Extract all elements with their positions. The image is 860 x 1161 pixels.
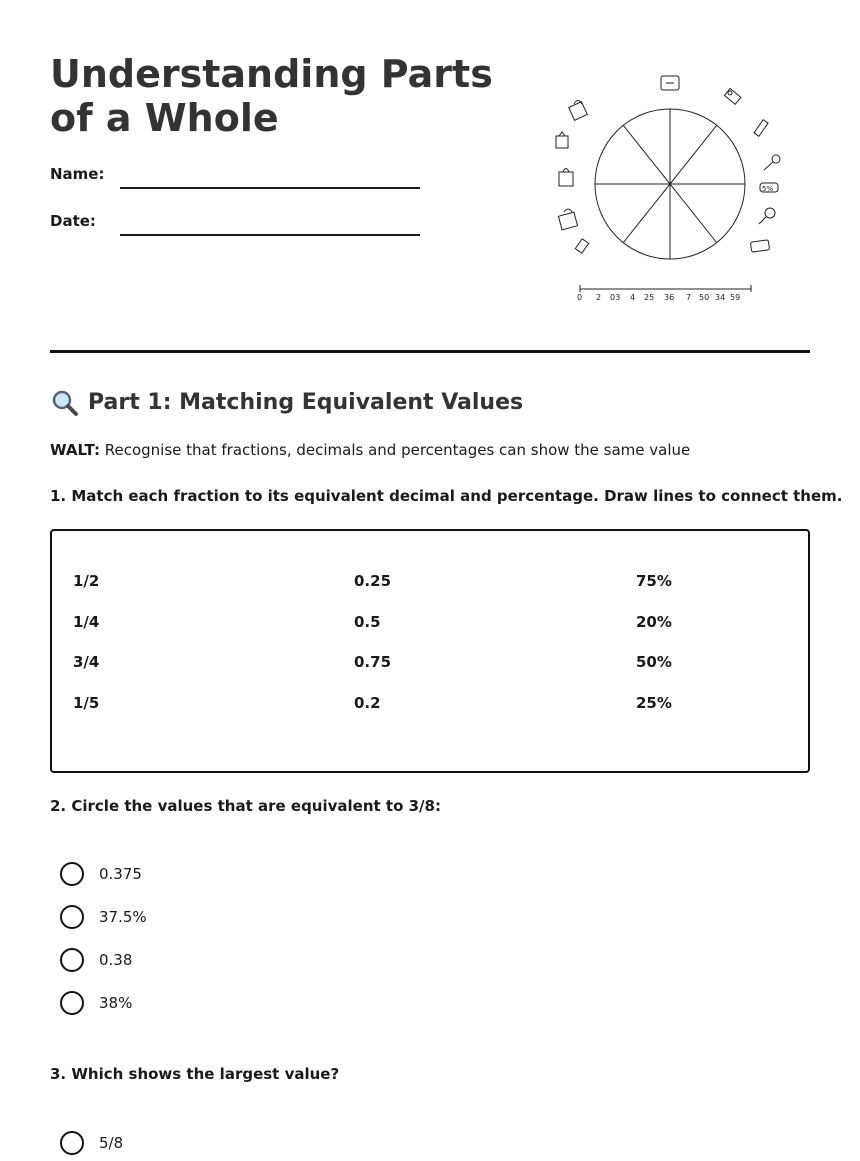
pie-chart-icon xyxy=(595,109,745,259)
percentage-item[interactable]: 50% xyxy=(636,653,672,671)
price-tag-icon xyxy=(724,88,780,252)
walt-text: Recognise that fractions, decimals and percentages can show the same value xyxy=(104,441,691,459)
fractions-column xyxy=(73,571,99,733)
option-label: 0.38 xyxy=(99,951,133,969)
number-line xyxy=(577,285,751,302)
decimal-item[interactable]: 0.2 xyxy=(354,693,381,712)
fraction-item[interactable]: 1/4 xyxy=(73,612,100,631)
decimal-item[interactable]: 0.75 xyxy=(354,653,392,671)
magnifier-icon xyxy=(50,388,80,418)
fraction-pie-illustration xyxy=(545,68,795,308)
discount-tag-text: 5% xyxy=(762,185,774,193)
fraction-item[interactable]: 1/5 xyxy=(73,693,100,712)
matching-box xyxy=(50,529,810,773)
answer-option[interactable] xyxy=(60,862,142,886)
answer-option[interactable] xyxy=(60,905,147,929)
percentage-item[interactable]: 20% xyxy=(636,612,672,631)
date-field[interactable] xyxy=(120,234,420,236)
section-title-text: Part 1: Matching Equivalent Values xyxy=(88,390,524,415)
page-title: Understanding Parts of a Whole xyxy=(50,52,493,140)
radio-circle-icon[interactable] xyxy=(60,991,84,1015)
percentages-column xyxy=(636,571,672,733)
number-line-label: 50 xyxy=(699,293,710,302)
option-label: 0.375 xyxy=(99,865,142,883)
section-title xyxy=(50,388,523,418)
decimal-item[interactable]: 0.5 xyxy=(354,612,381,631)
number-line-label: 0 xyxy=(577,293,583,302)
decimals-column xyxy=(354,571,391,733)
radio-circle-icon[interactable] xyxy=(60,948,84,972)
radio-circle-icon[interactable] xyxy=(60,905,84,929)
percentage-item[interactable]: 75% xyxy=(636,572,672,590)
date-label: Date: xyxy=(50,212,96,230)
answer-option[interactable] xyxy=(60,991,132,1015)
number-line-label: 25 xyxy=(644,293,655,302)
name-label: Name: xyxy=(50,165,105,183)
radio-circle-icon[interactable] xyxy=(60,862,84,886)
number-line-label: 34 xyxy=(715,293,726,302)
fraction-item[interactable]: 3/4 xyxy=(73,653,100,671)
option-label: 38% xyxy=(99,994,133,1012)
option-label: 5/8 xyxy=(99,1134,124,1152)
number-line-label: 03 xyxy=(610,293,621,302)
decimal-item[interactable]: 0.25 xyxy=(354,572,392,590)
fraction-item[interactable]: 1/2 xyxy=(73,572,100,590)
number-line-label: 59 xyxy=(730,293,741,302)
answer-option[interactable] xyxy=(60,1131,123,1155)
section-divider xyxy=(50,350,810,353)
number-line-label: 36 xyxy=(664,293,675,302)
walt-label: WALT: xyxy=(50,441,100,459)
number-line-label: 7 xyxy=(686,293,692,302)
question-3-prompt: 3. Which shows the largest value? xyxy=(50,1065,340,1083)
radio-circle-icon[interactable] xyxy=(60,1131,84,1155)
number-line-label: 4 xyxy=(630,293,636,302)
question-1-prompt: 1. Match each fraction to its equivalent decimal and percentage. Draw lines to connect them. xyxy=(50,487,843,505)
number-line-label: 2 xyxy=(596,293,602,302)
box-icon xyxy=(661,76,679,90)
percentage-item[interactable]: 25% xyxy=(636,693,672,712)
name-field[interactable] xyxy=(120,187,420,189)
shopping-bag-icon xyxy=(556,101,589,254)
walt-statement xyxy=(50,441,690,459)
question-2-prompt: 2. Circle the values that are equivalent to 3/8: xyxy=(50,797,441,815)
option-label: 37.5% xyxy=(99,908,147,926)
answer-option[interactable] xyxy=(60,948,132,972)
